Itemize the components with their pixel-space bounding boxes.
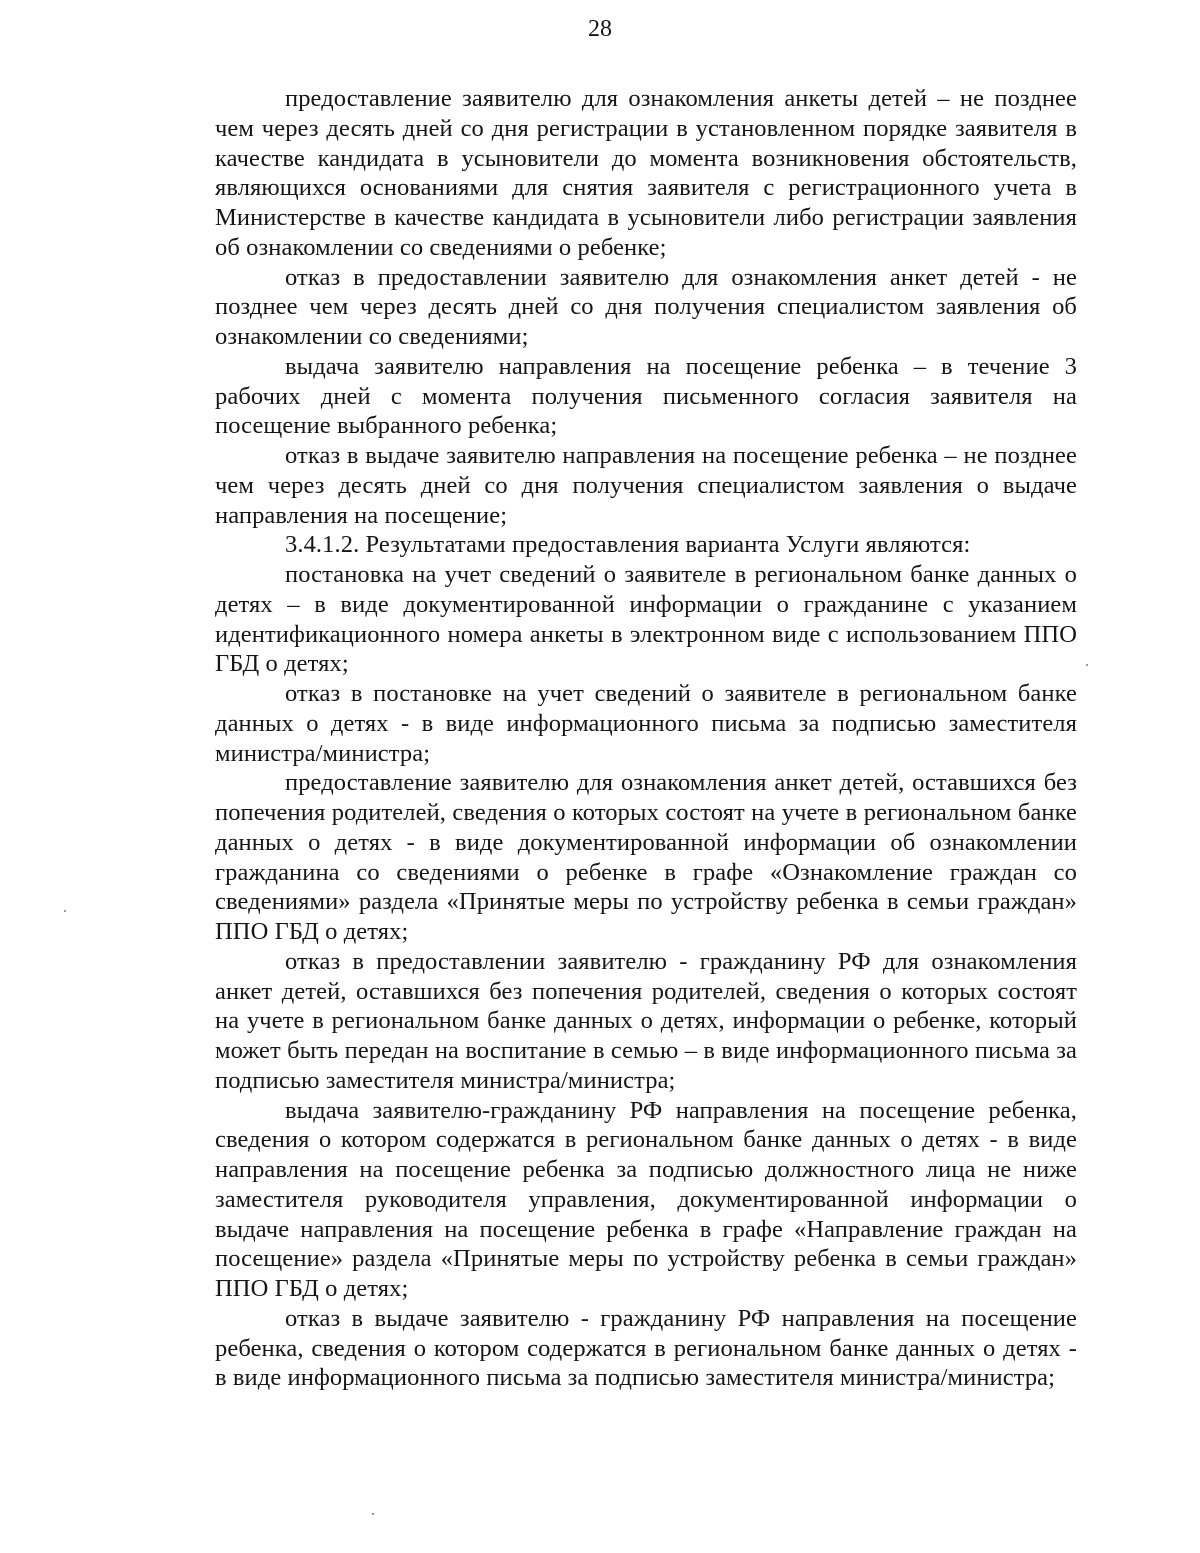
paragraph: выдача заявителю направления на посещение ребенка – в течение 3 рабочих дней с момента получения письменного согласия заявителя на посещение выбранного ребенка;: [215, 352, 1077, 440]
paragraph: постановка на учет сведений о заявителе в региональном банке данных о детях – в виде документированной информации о гражданине с указанием идентификационного номера анкеты в электронном виде с использованием ППО ГБД о детях;: [215, 561, 1077, 678]
paragraph: отказ в предоставлении заявителю для ознакомления анкет детей - не позднее чем через десять дней со дня получения специалистом заявления об ознакомлении со сведениями;: [215, 263, 1077, 350]
paragraph: отказ в предоставлении заявителю - гражданину РФ для ознакомления анкет детей, оставшихся без попечения родителей, сведения о которых состоят на учете в региональном банке данных о детях, информации о ребенке, который может быть передан на воспитание в семью – в виде информационного письма за подписью заместителя министра/министра;: [215, 947, 1077, 1094]
paragraph: отказ в выдаче заявителю направления на посещение ребенка – не позднее чем через десять дней со дня получения специалистом заявления о выдаче направления на посещение;: [215, 442, 1077, 529]
scan-speck: [1086, 664, 1088, 666]
document-body: [215, 84, 1077, 1393]
paragraph: выдача заявителю-гражданину РФ направления на посещение ребенка, сведения о котором содержатся в региональном банке данных о детях - в виде направления на посещение ребенка за подписью должностного лица не ниже заместителя руководителя управления, документированной информации о выдаче направления на посещение ребенка в графе «Направление граждан на посещение» раздела «Принятые меры по устройству ребенка в семьи граждан» ППО ГБД о детях;: [215, 1096, 1077, 1302]
paragraph: отказ в выдаче заявителю - гражданину РФ направления на посещение ребенка, сведения о котором содержатся в региональном банке данных о детях - в виде информационного письма за подписью заместителя министра/министра;: [215, 1304, 1077, 1392]
scan-speck: [64, 910, 66, 912]
page-number: 28: [588, 16, 612, 42]
paragraph: предоставление заявителю для ознакомления анкеты детей – не позднее чем через десять дней со дня регистрации в установленном порядке заявителя в качестве кандидата в усыновители до момента возникновения обстоятельств, являющихся основаниями для снятия заявителя с регистрационного учета в Министерстве в качестве кандидата в усыновители либо регистрации заявления об ознакомлении со сведениями о ребенке;: [215, 85, 1077, 261]
paragraph: отказ в постановке на учет сведений о заявителе в региональном банке данных о детях - в виде информационного письма за подписью заместителя министра/министра;: [215, 680, 1077, 767]
section-heading-paragraph: 3.4.1.2. Результатами предоставления варианта Услуги являются:: [285, 531, 971, 559]
scan-speck: [372, 1513, 374, 1515]
paragraph: предоставление заявителю для ознакомления анкет детей, оставшихся без попечения родителей, сведения о которых состоят на учете в региональном банке данных о детях - в виде документированной информации об ознакомлении гражданина со сведениями о ребенке в графе «Ознакомление граждан со сведениями» раздела «Принятые меры по устройству ребенка в семьи граждан» ППО ГБД о детях;: [215, 769, 1077, 945]
